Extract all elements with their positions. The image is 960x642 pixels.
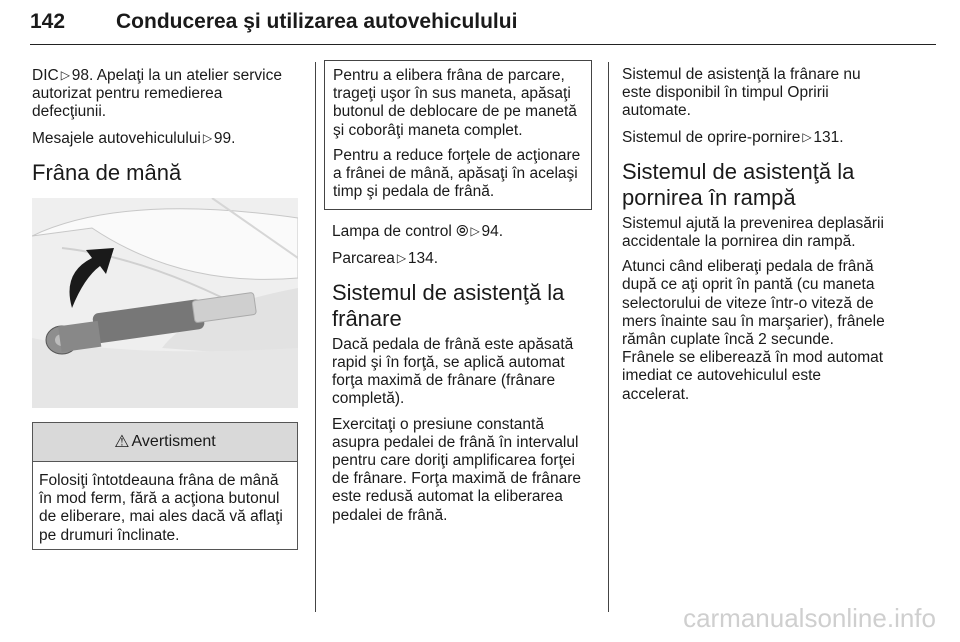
column-divider [315, 62, 316, 612]
arrow-right-icon: ▷ [802, 129, 812, 144]
paragraph: Pentru a elibera frâna de parcare, trageţi uşor în sus maneta, apăsaţi butonul de deblocare de pe manetă şi coborâţi maneta complet. [333, 67, 577, 139]
column-1 [32, 66, 300, 186]
warning-header [32, 422, 298, 462]
handbrake-illustration [32, 198, 298, 408]
section-heading: Frâna de mână [32, 159, 182, 185]
paragraph: Atunci când eliberaţi pedala de frână după ce aţi oprit în pantă (cu maneta selectorului de viteze într-o viteză de mers înainte sau în marşarier), frânele rămân cuplate încă 2 secunde. Frânele se eliberează în mod automat imediat ce autovehiculul este accelerat. [622, 258, 885, 403]
page-number: 142 [30, 10, 66, 33]
section-heading: Sistemul de asistenţă la pornirea în rampă [622, 158, 855, 210]
warning-box [32, 422, 298, 550]
page-title: Conducerea şi utilizarea autovehiculului [116, 10, 518, 33]
paragraph: Sistemul ajută la prevenirea deplasării accidentale la pornirea din rampă. [622, 214, 884, 251]
watermark: carmanualsonline.info [683, 603, 936, 633]
arrow-right-icon: ▷ [60, 68, 70, 82]
column-divider [608, 62, 609, 612]
paragraph: Lampa de control ⦾ ▷ 94. [332, 223, 504, 241]
paragraph: Pentru a reduce forţele de acţionare a frânei de mână, apăsaţi în acelaşi timp şi pedala de frână. [333, 146, 581, 201]
column-3 [622, 66, 890, 411]
warning-title: Avertisment [131, 433, 216, 450]
paragraph: Sistemul de asistenţă la frânare nu este disponibil în timpul Opririi automate. [622, 66, 861, 120]
paragraph: Exercitaţi o presiune constantă asupra pedalei de frână în intervalul pentru care doriţi amplificarea forţei de frânare. Forţa maximă de frânare este redusă automat la eliberarea pedalei de frână. [332, 415, 581, 524]
section-heading: Sistemul de asistenţă la frânare [332, 279, 565, 331]
paragraph: DIC ▷ 98. Apelaţi la un atelier service autorizat pentru remedierea defecţiunii. [32, 67, 282, 121]
warning-icon: ⚠ [114, 432, 130, 451]
paragraph: Dacă pedala de frână este apăsată rapid şi în forţă, se aplică automat forţa maximă de frânare (frânare completă). [332, 335, 574, 408]
arrow-right-icon: ▷ [396, 250, 407, 265]
arrow-right-icon: ▷ [202, 130, 213, 145]
paragraph: Parcarea ▷ 134. [332, 249, 439, 267]
warning-text: Folosiţi întotdeauna frâna de mână în mod ferm, fără a acţiona butonul de eliberare, mai ales dacă vă aflaţi pe drumuri înclinate. [32, 462, 298, 550]
paragraph: Sistemul de oprire-pornire ▷ 131. [622, 128, 844, 146]
info-box [324, 60, 592, 210]
arrow-right-icon: ▷ [470, 224, 480, 239]
column-2 [332, 66, 592, 532]
paragraph: Mesajele autovehiculului ▷ 99. [32, 129, 236, 147]
brake-warning-lamp-icon: ⦾ [456, 223, 469, 241]
page-header [30, 10, 936, 45]
